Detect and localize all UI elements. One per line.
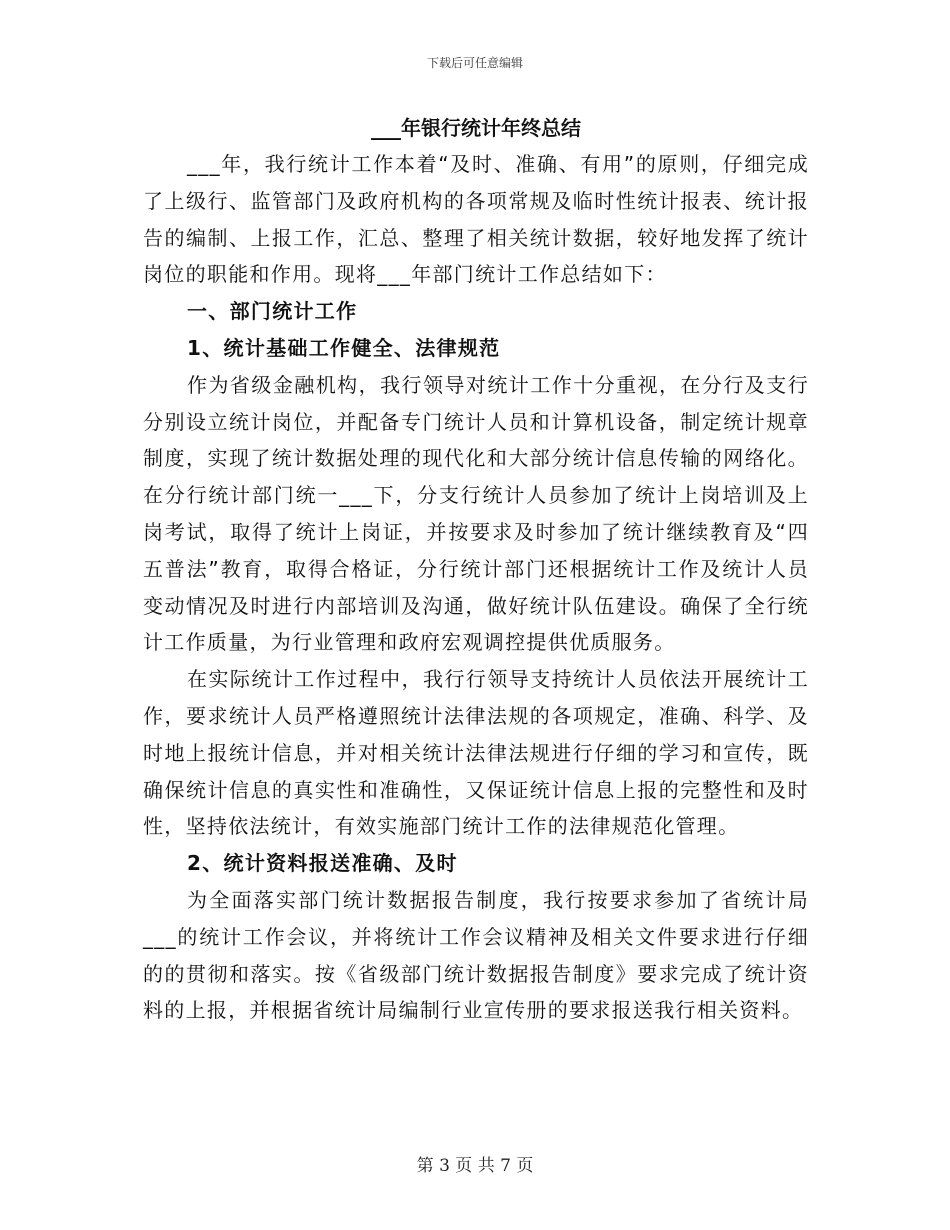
section-heading-1: 一、部门统计工作: [187, 299, 358, 324]
intro-paragraph: ___年，我行统计工作本着“及时、准确、有用”的原则，仔细完成了上级行、监管部门及政府机构的各项常规及临时性统计报表、统计报告的编制、上报工作，汇总、整理了相关统计数据，较好地发挥了统计岗位的职能和作用。现将___年部门统计工作总结如下：: [143, 152, 809, 287]
page-header-note: 下载后可任意编辑: [426, 56, 523, 70]
page-number: 第 3 页 共 7 页: [416, 1156, 534, 1176]
subsection-1-paragraph-2: 在实际统计工作过程中，我行行领导支持统计人员依法开展统计工作，要求统计人员严格遵照统计法律法规的各项规定，准确、科学、及时地上报统计信息，并对相关统计法律法规进行仔细的学习和宣传，既确保统计信息的真实性和准确性，又保证统计信息上报的完整性和及时性，坚持依法统计，有效实施部门统计工作的法律规范化管理。: [143, 667, 809, 839]
subsection-heading-2: 2、统计资料报送准确、及时: [187, 851, 458, 876]
document-title: ___年银行统计年终总结: [371, 116, 581, 140]
subsection-2-paragraph-1: 为全面落实部门统计数据报告制度，我行按要求参加了省统计局___的统计工作会议，并将统计工作会议精神及相关文件要求进行仔细的的贯彻和落实。按《省级部门统计数据报告制度》要求完成了统计资料的上报，并根据省统计局编制行业宣传册的要求报送我行相关资料。: [143, 887, 809, 1023]
subsection-heading-1: 1、统计基础工作健全、法律规范: [187, 335, 501, 360]
document-body: [143, 110, 809, 1029]
subsection-1-paragraph-1: 作为省级金融机构，我行领导对统计工作十分重视，在分行及支行分别设立统计岗位，并配备专门统计人员和计算机设备，制定统计规章制度，实现了统计数据处理的现代化和大部分统计信息传输的网络化。在分行统计部门统一___下，分支行统计人员参加了统计上岗培训及上岗考试，取得了统计上岗证，并按要求及时参加了统计继续教育及“四五普法”教育，取得合格证，分行统计部门还根据统计工作及统计人员变动情况及时进行内部培训及沟通，做好统计队伍建设。确保了全行统计工作质量，为行业管理和政府宏观调控提供优质服务。: [143, 372, 809, 655]
